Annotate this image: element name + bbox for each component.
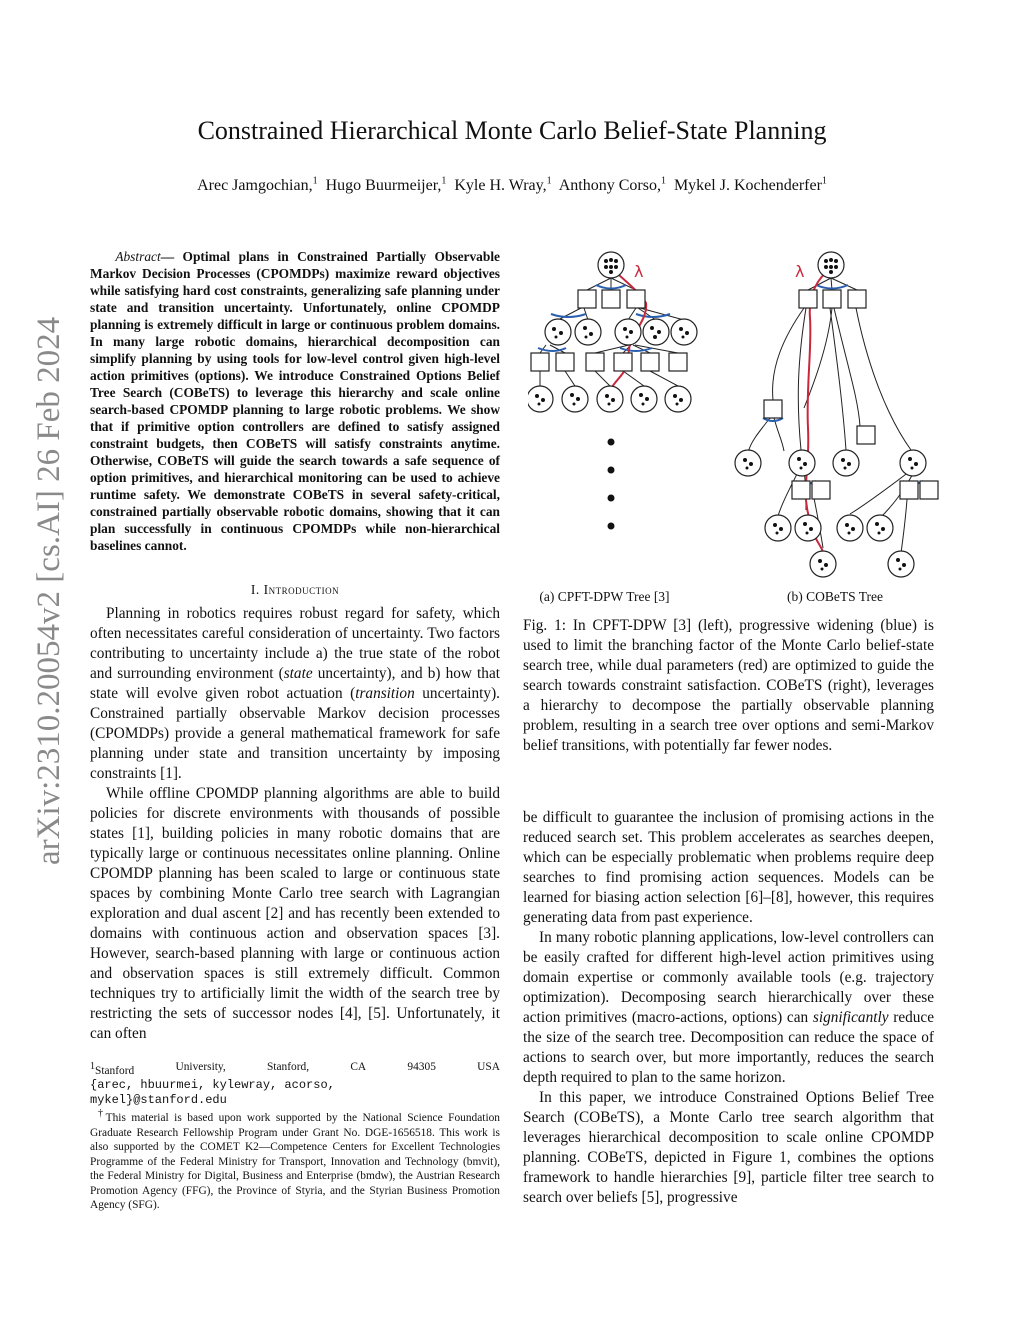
- author: Anthony Corso,$^1$: [558, 176, 666, 195]
- figure-tree-a: [528, 248, 698, 538]
- abstract-label: Abstract: [115, 249, 161, 264]
- footnote-affiliation: $^1$Stanford University, Stanford, CA 94305 USA: [90, 1061, 500, 1077]
- abstract-text: Optimal plans in Constrained Partially Observable Markov Decision Processes (CPOMDPs) maximize reward objectives while satisfying hard cost constraints, generalizing safe planning under state and transition uncertainty. Unfortunately, online CPOMDP planning is extremely difficult in large or continuous problem domains. In many large robotic domains, hierarchical decomposition can simplify planning by using tools for low-level control given high-level action primitives (options). We introduce Constrained Options Belief Tree Search (COBeTS) to leverage this hierarchy and scale online search-based CPOMDP planning to large robotic problems. We show that if primitive option controllers are defined to satisfy assigned constraint budgets, then COBeTS will satisfy constraints anytime. Otherwise, COBeTS will guide the search towards a safe sequence of option primitives, and hierarchical monitoring can be used to achieve runtime safety. We demonstrate COBeTS in several safety-critical, constrained partially observable robotic domains, showing that it can plan successfully in continuous CPOMDPs while non-hierarchical baselines cannot.: [90, 249, 500, 553]
- author-list: [0, 176, 1024, 195]
- section-heading: I. Introduction: [250, 582, 340, 597]
- subcaption-b: (b) COBeTS Tree: [786, 589, 883, 604]
- figure-tree-b: [728, 248, 948, 588]
- figure-caption: Fig. 1: In CPFT-DPW [3] (left), progressive widening (blue) is used to limit the branching factor of the Monte Carlo belief-state search tree, while dual parameters (red) are optimized to guide the search towards constraint satisfaction. COBeTS (right), leverages a hierarchy to decompose the partially observable planning problem, resulting in a search tree over options and semi-Markov belief transitions, with potentially far fewer nodes.: [523, 617, 934, 754]
- author: Kyle H. Wray,$^1$: [454, 176, 552, 195]
- paragraph: While offline CPOMDP planning algorithms are able to build policies for discrete environments with thousands of possible states [1], building policies in many robotic domains that are typically large or continuous necessitates online planning. Online CPOMDP planning has been scaled to large or continuous state spaces by combining Monte Carlo tree search with Lagrangian exploration and dual ascent [2] and has recently been extended to domains with continuous action and observation spaces [3]. However, search-based planning with large or continuous action and observation spaces is still extremely difficult. Common techniques try to artificially limit the width of the search tree by restricting the sets of successor nodes [4], [5]. Unfortunately, it can often: [90, 785, 500, 1042]
- footnote-emails: mykel}@stanford.edu: [90, 1092, 227, 1107]
- arxiv-identifier: arXiv:2310.20054v2 [cs.AI] 26 Feb 2024: [31, 316, 67, 865]
- author: Arec Jamgochian,$^1$: [197, 176, 318, 195]
- lambda-label: λ: [634, 262, 644, 281]
- paragraph: be difficult to guarantee the inclusion of promising actions in the reduced search set. This problem accelerates as searches deepen, which can be especially problematic when problems require deep searches to find promising action sequences. Models can be learned for biasing action selection [6]–[8], however, this requires generating data from past experience.: [523, 809, 934, 926]
- footnote-emails: {arec, hbuurmei, kylewray, acorso,: [90, 1078, 335, 1093]
- footnotes: [90, 1060, 500, 1213]
- intro-body: [90, 604, 500, 1044]
- paragraph: Planning in robotics requires robust regard for safety, which often necessitates careful consideration of uncertainty. Two factors contributing to uncertainty include a) the true state of the robot and surrounding environment (state uncertainty), and b) how that state will evolve given robot actuation (transition uncertainty). Constrained partially observable Markov decision processes (CPOMDPs) provide a general mathematical framework for safe planning under state and transition uncertainty by imposing constraints [1].: [90, 605, 500, 782]
- subcaption-a: (a) CPFT-DPW Tree [3]: [539, 589, 670, 604]
- footnote-funding: †This material is based upon work supported by the National Science Foundation Graduate Research Fellowship Program under Grant No. DGE-1656518. This work is also supported by the COMET K2—Competence Centers for Excellent Technologies Programme of the Federal Ministry for Transport, Innovation and Technology (bmvit), the Federal Ministry for Digital, Business and Enterprise (bmdw), the Austrian Research Promotion Agency (FFG), the Province of Styria, and the Styrian Business Promotion Agency (SFG).: [90, 1108, 501, 1212]
- svg-text:λ: λ: [795, 262, 805, 281]
- paper-title: Constrained Hierarchical Monte Carlo Belief-State Planning: [197, 116, 827, 145]
- abstract: Abstract— Optimal plans in Constrained Partially Observable Markov Decision Processes (CPOMDPs) maximize reward objectives while satisfying hard cost constraints, generalizing safe planning under state and transition uncertainty. Unfortunately, online CPOMDP planning is extremely difficult in large or continuous problem domains. In many large robotic domains, hierarchical decomposition can simplify planning by using tools for low-level control given high-level action primitives (options). We introduce Constrained Options Belief Tree Search (COBeTS) to leverage this hierarchy and scale online search-based CPOMDP planning to large robotic problems. We show that if primitive option controllers are defined to satisfy assigned constraint budgets, then COBeTS will satisfy constraints anytime. Otherwise, COBeTS will guide the search towards a safe sequence of option primitives, and hierarchical monitoring can be used to achieve runtime safety. We demonstrate COBeTS in several safety-critical, constrained partially observable robotic domains, showing that it can plan successfully in continuous CPOMDPs while non-hierarchical baselines cannot.: [90, 249, 500, 553]
- right-column-body: [523, 808, 934, 1208]
- paragraph: In this paper, we introduce Constrained Options Belief Tree Search (COBeTS), a Monte Carlo tree search algorithm that leverages hierarchical decomposition to scale online CPOMDP planning. COBeTS, depicted in Figure 1, combines the options framework to handle hierarchies [9], particle filter tree search to search over beliefs [5], progressive: [523, 1089, 934, 1206]
- author: Mykel J. Kochenderfer$^1$: [673, 176, 827, 195]
- author: Hugo Buurmeijer,$^1$: [325, 176, 447, 195]
- paragraph: In many robotic planning applications, low-level controllers can be easily crafted for different high-level action primitives using domain expertise or commonly available tools (e.g. trajectory optimization). Decomposing search hierarchically over these action primitives (macro-actions, options) can significantly reduce the size of the search tree. Decomposition can reduce the space of actions to search over, but more importantly, reduces the search depth required to plan to the same horizon.: [523, 929, 934, 1086]
